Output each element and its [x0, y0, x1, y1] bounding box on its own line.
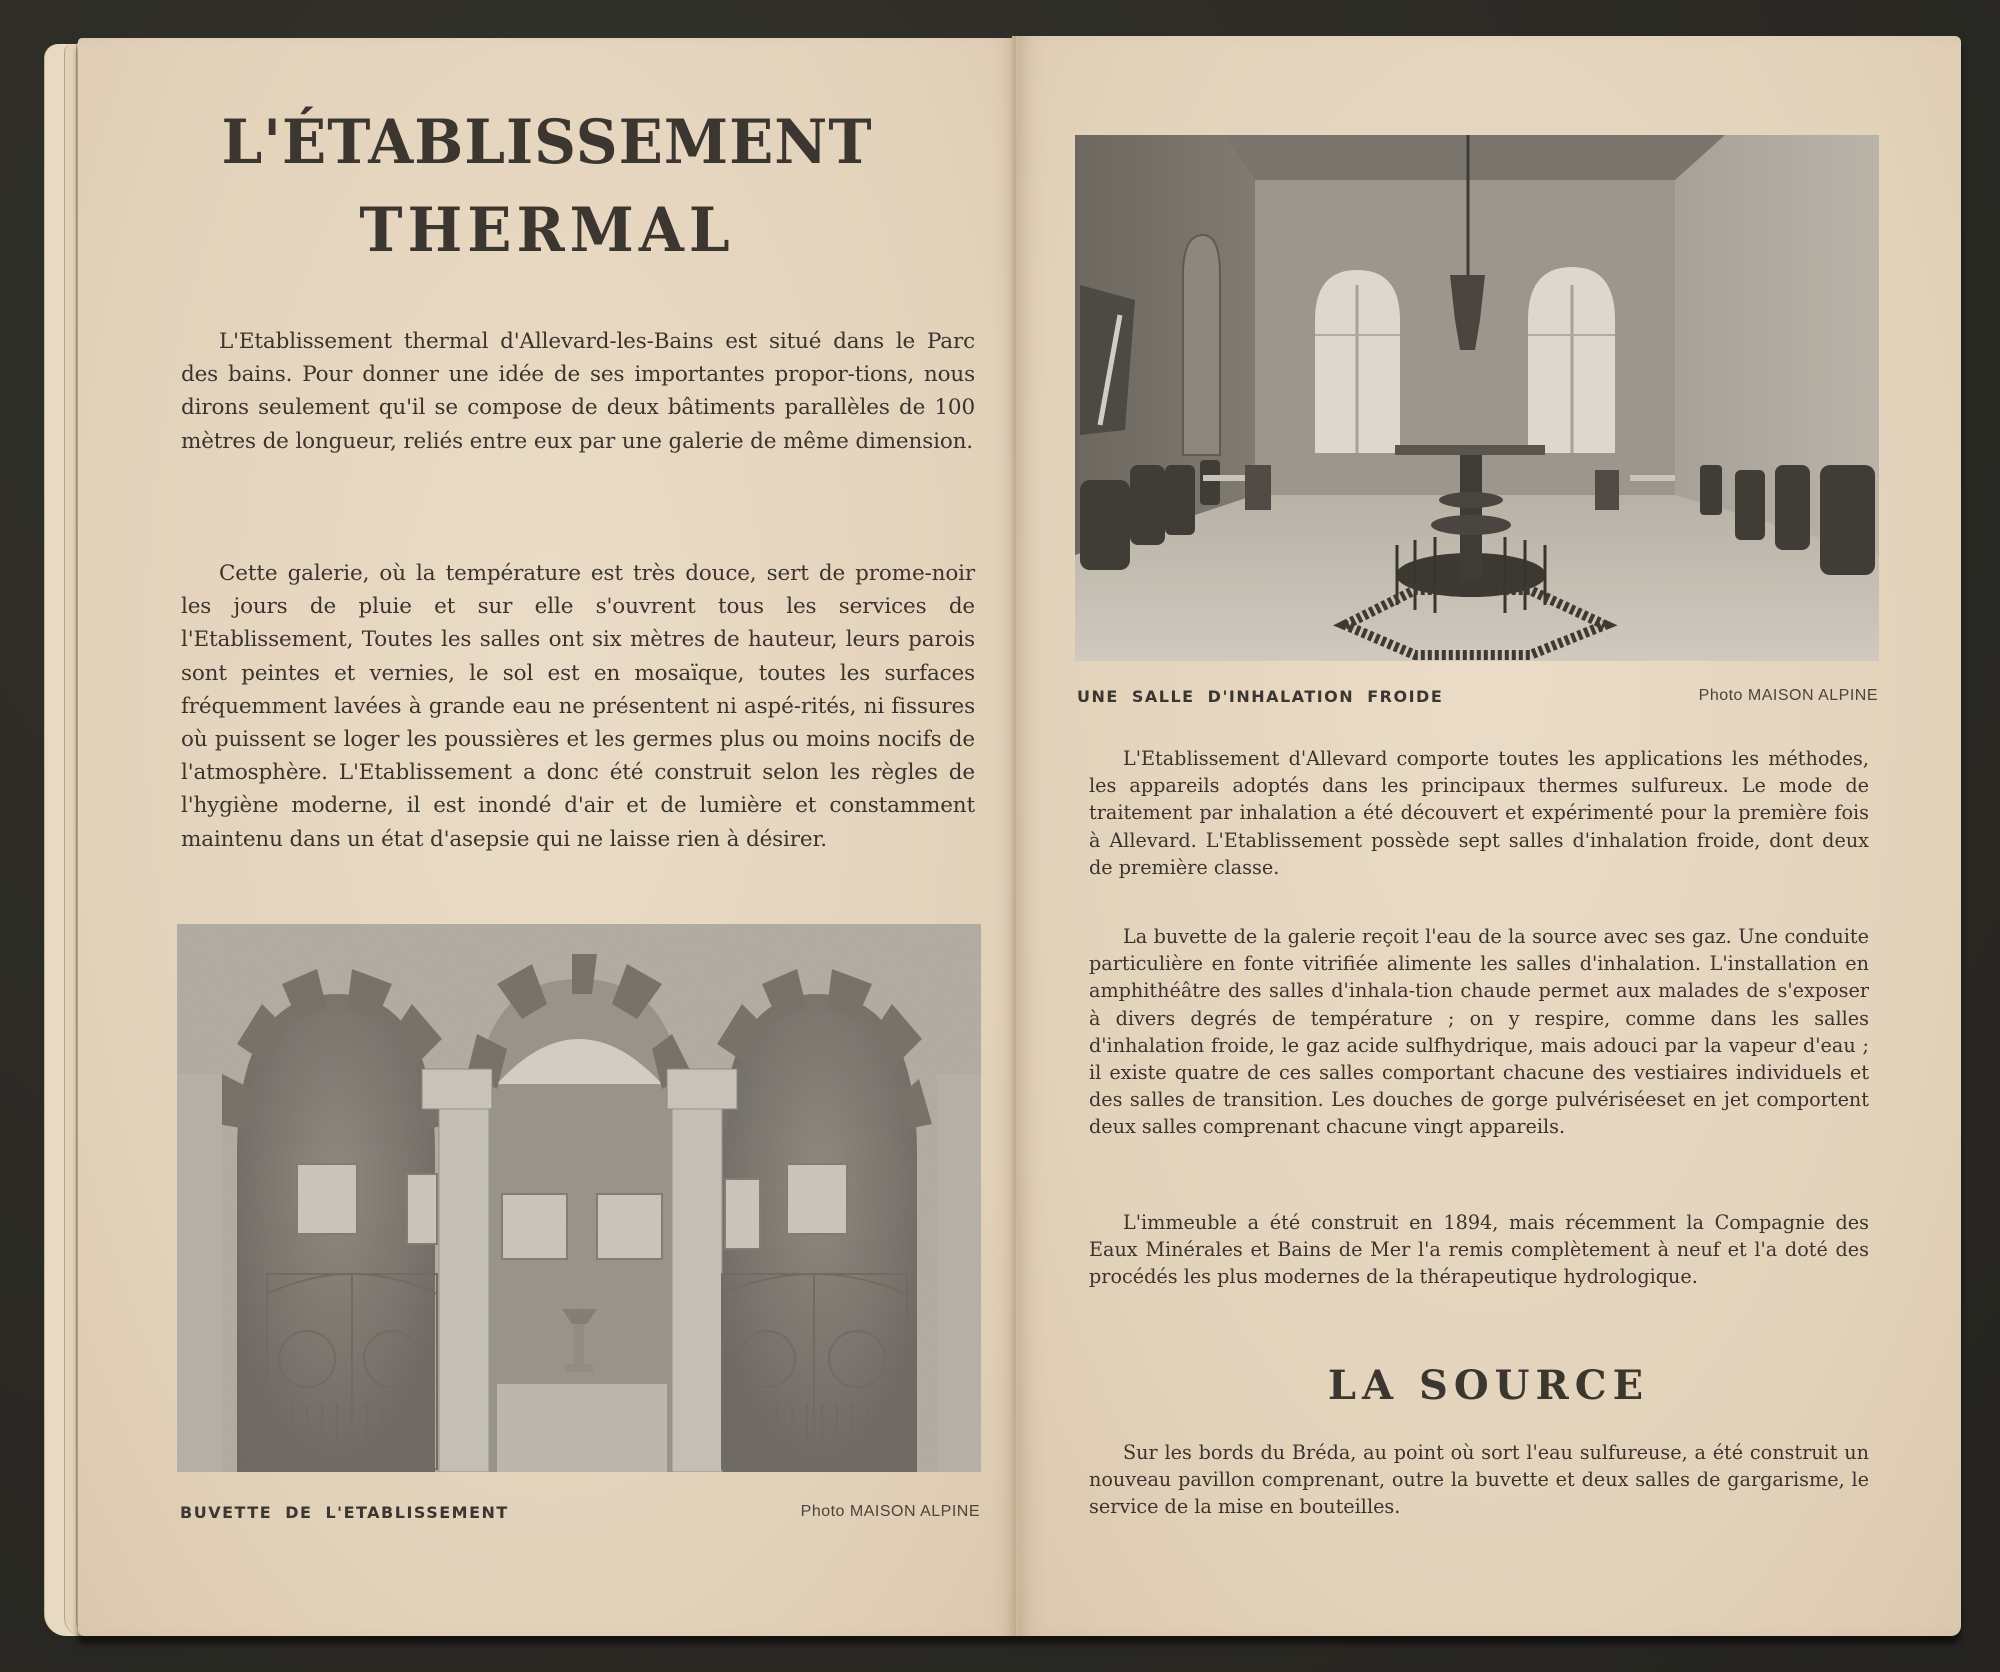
left-paragraph-2: Cette galerie, où la température est très douce, sert de prome-noir les jours de pluie et sur elle s'ouvrent tous les services de l'Etablissement, Toutes les salles ont six mètres de hauteur, leurs parois sont peintes et vernies, le sol est en mosaïque, toutes les surfaces fréquemment lavées à grande eau ne présentent ni aspé-rités, ni fissures où puissent se loger les poussières et les germes plus ou moins nocifs de l'atmosphère. L'Etablissement a donc été construit selon les règles de l'hygiène moderne, il est inondé d'air et de lumière et constamment maintenu dans un état d'asepsie qui ne laisse rien à désirer.: [181, 561, 975, 852]
caption-buvette: BUVETTE DE L'ETABLISSEMENT: [180, 1503, 509, 1522]
photo-credit-left: Photo MAISON ALPINE: [800, 1503, 980, 1520]
right-paragraph-3: L'immeuble a été construit en 1894, mais récemment la Compagnie des Eaux Minérales et Bains de Mer l'a remis complètement à neuf et l'a doté des procédés les plus modernes de la thérapeutique hydrologique.: [1089, 1211, 1869, 1289]
photo-credit-right: Photo MAISON ALPINE: [1698, 687, 1878, 704]
section-paragraph-la-source: Sur les bords du Bréda, au point où sort l'eau sulfureuse, a été construit un nouveau pavillon comprenant, outre la buvette et deux salles de gargarisme, le service de la mise en bouteilles.: [1089, 1441, 1869, 1519]
right-paragraph-2: La buvette de la galerie reçoit l'eau de la source avec ses gaz. Une conduite particulière en fonte vitrifiée alimente les salles d'inhalation. L'installation en amphithéâtre des salles d'inhala-tion chaude permet aux malades de s'exposer à divers degrés de température ; on y respire, comme dans les salles d'inhalation froide, le gaz acide sulfhydrique, mais adouci par la vapeur d'eau ; il existe quatre de ces salles comportant chacune des vestiaires individuels et des salles de transition. Les douches de gorge pulvériséeset en jet comportent deux salles comprenant chacune vingt appareils.: [1089, 925, 1869, 1139]
section-heading-la-source: LA SOURCE: [1327, 1362, 1650, 1409]
photo-inhalation-illustration: [1075, 135, 1879, 661]
left-page-title-line1: L'ÉTABLISSEMENT: [221, 106, 873, 178]
left-page-title-line2: THERMAL: [359, 194, 735, 266]
right-paragraph-1: L'Etablissement d'Allevard comporte toutes les applications les méthodes, les appareils adoptés dans les principaux thermes sulfureux. Le mode de traitement par inhalation a été découvert et expérimenté pour la première fois à Allevard. L'Etablissement possède sept salles d'inhalation froide, dont deux de première classe.: [1089, 747, 1869, 879]
photo-inhalation-room: [1075, 135, 1879, 661]
photo-buvette-illustration: [177, 924, 981, 1472]
left-paragraph-1: L'Etablissement thermal d'Allevard-les-Bains est situé dans le Parc des bains. Pour donner une idée de ses importantes propor-tions, nous dirons seulement qu'il se compose de deux bâtiments parallèles de 100 mètres de longueur, reliés entre eux par une galerie de même dimension.: [181, 329, 975, 454]
photo-buvette: [177, 924, 981, 1472]
caption-inhalation: UNE SALLE D'INHALATION FROIDE: [1077, 687, 1444, 706]
